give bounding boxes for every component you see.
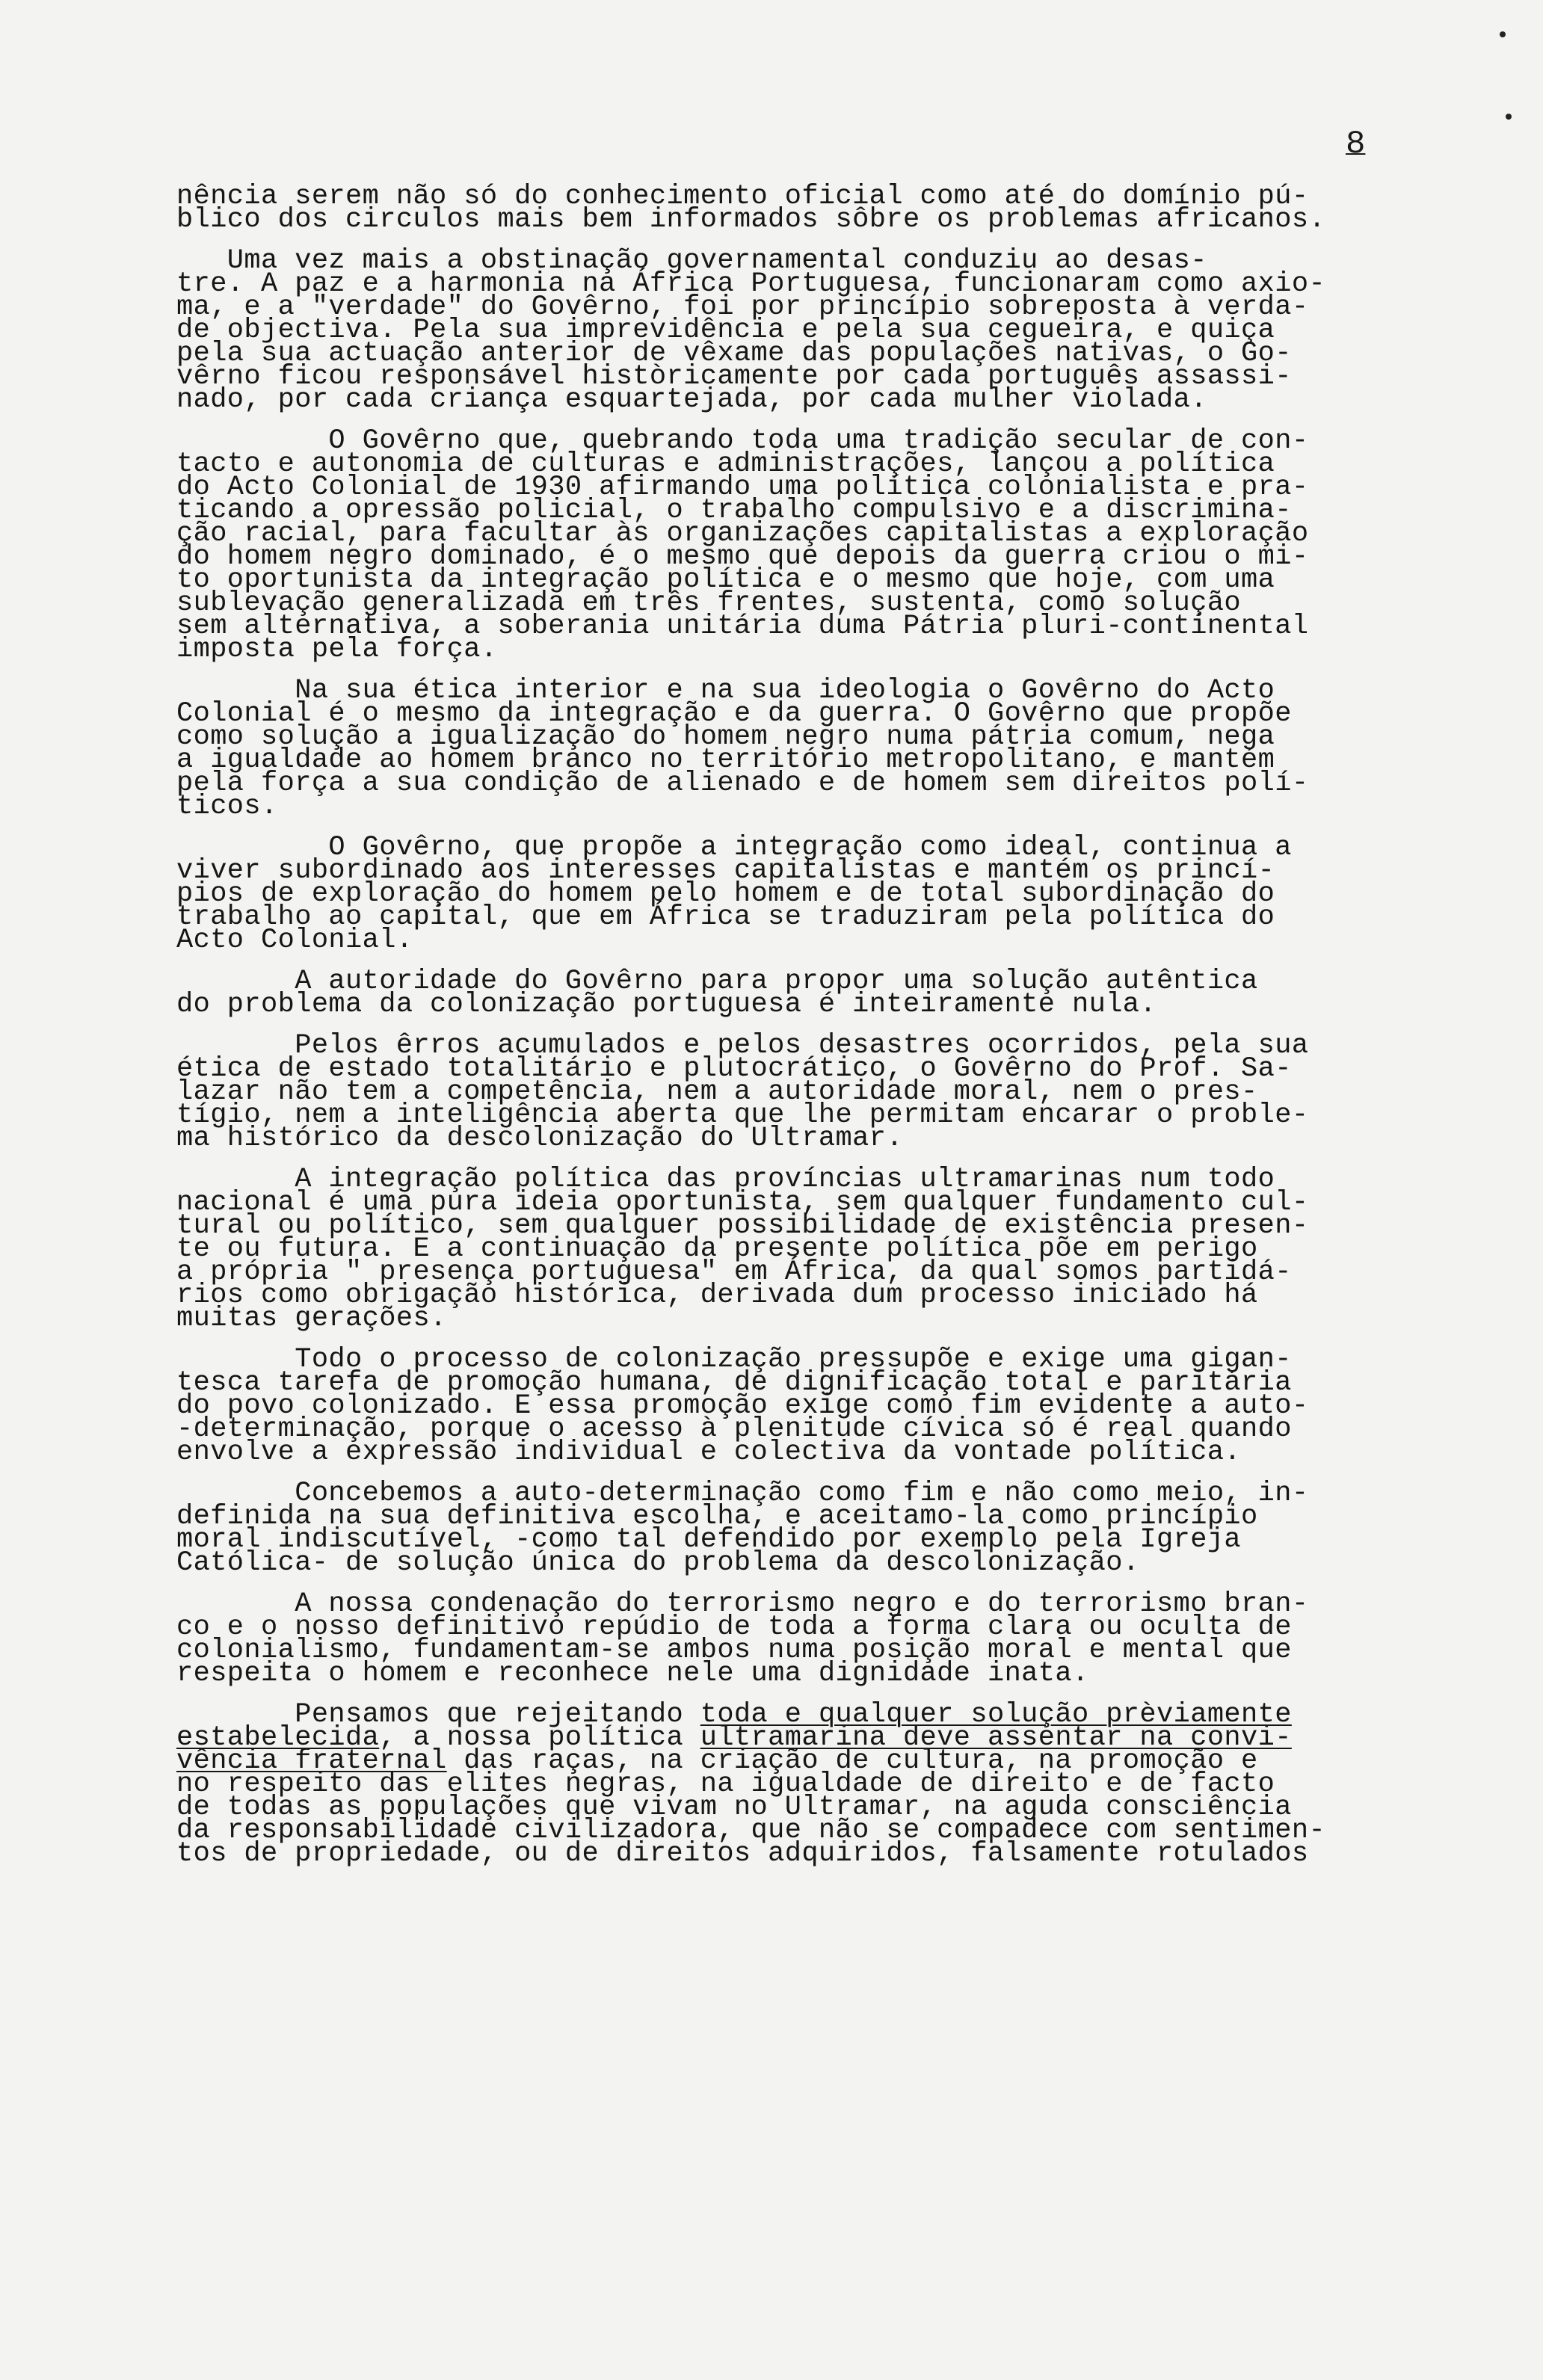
text-line: respeita o homem e reconhece nele uma dignidade inata. bbox=[176, 1658, 1089, 1689]
text-line: te ou futura. E a continuação da presente política põe em perigo bbox=[176, 1233, 1258, 1265]
text-line: nência serem não só do conhecimento oficial como até do domínio pú- bbox=[176, 181, 1309, 212]
text-line: do povo colonizado. E essa promoção exige como fim evidente a auto- bbox=[176, 1390, 1309, 1422]
paragraph bbox=[176, 1478, 1402, 1579]
text-line: blico dos circulos mais bem informados sôbre os problemas africanos. bbox=[176, 204, 1326, 235]
text-line: pela força a sua condição de alienado e de homem sem direitos polí- bbox=[176, 768, 1309, 799]
text-line: Pelos êrros acumulados e pelos desastres ocorridos, pela sua bbox=[176, 1030, 1309, 1061]
text-line: tígio, nem a inteligência aberta que lhe permitam encarar o proble- bbox=[176, 1100, 1309, 1131]
text-line: tesca tarefa de promoção humana, de dignificação total e paritária bbox=[176, 1367, 1292, 1399]
text-line: de todas as populações que vivam no Ultramar, na aguda consciência bbox=[176, 1792, 1292, 1823]
body-text bbox=[176, 181, 1402, 1884]
text-line: A autoridade do Govêrno para propor uma solução autêntica bbox=[176, 966, 1258, 997]
text-line: O Govêrno que, quebrando toda uma tradição secular de con- bbox=[176, 425, 1309, 457]
paragraph bbox=[176, 832, 1402, 956]
text-line: ticos. bbox=[176, 791, 278, 822]
text-line: pela sua actuação anterior de vêxame das populações nativas, o Go- bbox=[176, 338, 1292, 369]
text-line: tural ou político, sem qualquer possibilidade de existência presen- bbox=[176, 1210, 1309, 1242]
text-line: to oportunista da integração política e o mesmo que hoje, com uma bbox=[176, 564, 1275, 596]
underlined-text: estabelecida bbox=[176, 1722, 380, 1754]
text-line: nado, por cada criança esquartejada, por cada mulher violada. bbox=[176, 384, 1207, 416]
text-line: ética de estado totalitário e plutocrático, o Govêrno do Prof. Sa- bbox=[176, 1053, 1292, 1085]
text-line: pios de exploração do homem pelo homem e de total subordinação do bbox=[176, 878, 1275, 910]
text-line: tos de propriedade, ou de direitos adquiridos, falsamente rotulados bbox=[176, 1838, 1309, 1869]
text-line: Católica- de solução única do problema da descolonização. bbox=[176, 1547, 1140, 1579]
text-line: trabalho ao capital, que em África se traduziram pela política do bbox=[176, 901, 1275, 933]
paragraph bbox=[176, 425, 1402, 665]
underlined-text: vência fraternal bbox=[176, 1745, 447, 1777]
text-line: sublevação generalizada em três frentes, sustenta, como solução bbox=[176, 588, 1242, 619]
paragraph bbox=[176, 675, 1402, 822]
paragraph bbox=[176, 1699, 1402, 1869]
margin-dot bbox=[1500, 31, 1506, 37]
text-line: A integração política das províncias ultramarinas num todo bbox=[176, 1164, 1275, 1195]
text-line: vêrno ficou responsável històricamente por cada português assassi- bbox=[176, 361, 1292, 392]
text-segment: Pensamos que rejeitando bbox=[176, 1699, 700, 1730]
text-line: moral indiscutível, -como tal defendido por exemplo pela Igreja bbox=[176, 1524, 1242, 1556]
text-line: a igualdade ao homem branco no território metropolitano, e mantém bbox=[176, 744, 1275, 776]
text-line: imposta pela força. bbox=[176, 634, 498, 665]
paragraph bbox=[176, 181, 1402, 235]
paragraph bbox=[176, 1588, 1402, 1689]
text-line: do homem negro dominado, é o mesmo que depois da guerra criou o mi- bbox=[176, 541, 1309, 573]
text-line: co e o nosso definitivo repúdio de toda a forma clara ou oculta de bbox=[176, 1612, 1292, 1643]
text-line: tacto e autonomia de culturas e administrações, lançou a política bbox=[176, 448, 1275, 480]
text-segment: , a nossa política bbox=[379, 1722, 700, 1754]
text-line: lazar não tem a competência, nem a autoridade moral, nem o pres- bbox=[176, 1076, 1258, 1108]
text-line: O Govêrno, que propõe a integração como ideal, continua a bbox=[176, 832, 1292, 863]
text-line: colonialismo, fundamentam-se ambos numa posição moral e mental que bbox=[176, 1635, 1292, 1666]
text-line: muitas gerações. bbox=[176, 1303, 447, 1334]
text-line: ma histórico da descolonização do Ultramar. bbox=[176, 1123, 903, 1154]
text-line: definida na sua definitiva escolha, e aceitamo-la como princípio bbox=[176, 1501, 1258, 1532]
text-line: ção racial, para facultar às organizações capitalistas a exploração bbox=[176, 518, 1309, 549]
text-line: sem alternativa, a soberania unitária duma Pátria pluri-continental bbox=[176, 611, 1309, 642]
text-line: Colonial é o mesmo da integração e da guerra. O Govêrno que propõe bbox=[176, 698, 1292, 730]
text-line: a própria " presença portuguesa" em África, da qual somos partidá- bbox=[176, 1257, 1292, 1288]
paragraph bbox=[176, 966, 1402, 1020]
text-line: nacional é uma pura ideia oportunista, sem qualquer fundamento cul- bbox=[176, 1187, 1309, 1218]
text-line: de objectiva. Pela sua imprevidência e pela sua cegueira, e quiça bbox=[176, 315, 1275, 346]
underlined-text: ultramarina deve assentar na convi- bbox=[700, 1722, 1292, 1754]
page-number: 8 bbox=[1346, 126, 1366, 163]
paragraph bbox=[176, 1344, 1402, 1468]
text-line: Todo o processo de colonização pressupõe e exige uma gigan- bbox=[176, 1344, 1292, 1375]
text-line: rios como obrigação histórica, derivada dum processo iniciado há bbox=[176, 1280, 1258, 1311]
margin-dot bbox=[1506, 114, 1512, 120]
text-line: envolve a expressão individual e colectiva da vontade política. bbox=[176, 1437, 1242, 1468]
text-line: Acto Colonial. bbox=[176, 925, 413, 956]
text-line: viver subordinado aos interesses capitalistas e mantém os princí- bbox=[176, 855, 1275, 887]
paragraph bbox=[176, 1030, 1402, 1154]
text-line: Na sua ética interior e na sua ideologia o Govêrno do Acto bbox=[176, 675, 1275, 706]
text-line: -determinação, porque o acesso à plenitude cívica só é real quando bbox=[176, 1413, 1292, 1445]
text-line: ma, e a "verdade" do Govêrno, foi por princípio sobreposta à verda- bbox=[176, 292, 1309, 323]
text-line: no respeito das elites negras, na igualdade de direito e de facto bbox=[176, 1769, 1275, 1800]
text-line: tre. A paz e a harmonia na África Portuguesa, funcionaram como axio- bbox=[176, 268, 1326, 300]
underlined-text: toda e qualquer solução prèviamente bbox=[700, 1699, 1292, 1730]
paragraph bbox=[176, 1164, 1402, 1334]
text-line: A nossa condenação do terrorismo negro e do terrorismo bran- bbox=[176, 1588, 1309, 1620]
text-line: como solução a igualização do homem negro numa pátria comum, nega bbox=[176, 721, 1275, 753]
paragraph bbox=[176, 245, 1402, 416]
text-line: ticando a opressão policial, o trabalho compulsivo e a discrimina- bbox=[176, 495, 1292, 526]
text-line: do Acto Colonial de 1930 afirmando uma política colonialista e pra- bbox=[176, 472, 1309, 503]
text-line: Uma vez mais a obstinação governamental conduziu ao desas- bbox=[176, 245, 1207, 277]
text-line: da responsabilidade civilizadora, que não se compadece com sentimen- bbox=[176, 1815, 1326, 1846]
text-line: do problema da colonização portuguesa é inteiramente nula. bbox=[176, 989, 1157, 1020]
text-segment: das raças, na criação de cultura, na promoção e bbox=[446, 1745, 1258, 1777]
text-line: Concebemos a auto-determinação como fim e não como meio, in- bbox=[176, 1478, 1309, 1509]
